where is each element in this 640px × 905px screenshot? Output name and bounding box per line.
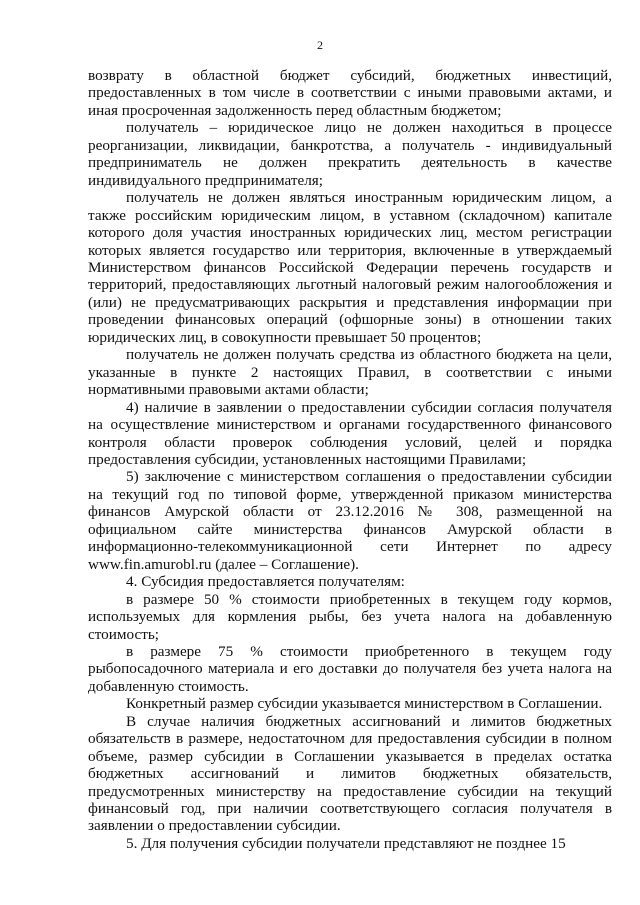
paragraph: получатель не должен получать средства из областного бюджета на цели, указанные в пункте 2 настоящих Правил, в соответствии с иными нормативными правовыми актами области; — [88, 346, 612, 399]
paragraph: получатель не должен являться иностранным юридическим лицом, а также российским юридическим лицом, в уставном (складочном) капитале которого доля участия иностранных юридических лиц, местом регистрации которых является государство или территория, включенные в утверждаемый Министерством финансов Российской Федерации перечень государств и территорий, предоставляющих льготный налоговый режим налогообложения и (или) не предусматривающих раскрытия и представления информации при проведении финансовых операций (офшорные зоны) в отношении таких юридических лиц, в совокупности превышает 50 процентов; — [88, 189, 612, 346]
paragraph: в размере 75 % стоимости приобретенного в текущем году рыбопосадочного материала и его доставки до получателя без учета налога на добавленную стоимость. — [88, 642, 612, 695]
page-number: 2 — [317, 38, 323, 52]
paragraph: 4. Субсидия предоставляется получателям: — [126, 573, 405, 591]
paragraph: В случае наличия бюджетных ассигнований и лимитов бюджетных обязательств в размере, недостаточном для предоставления субсидии в полном объеме, размер субсидии в Соглашении указывается в пределах остатка бюджетных ассигнований и лимитов бюджетных обязательств, предусмотренных министерству на предоставление субсидии на текущий финансовый год, при наличии соответствующего согласия получателя в заявлении о предоставлении субсидии. — [88, 712, 612, 835]
paragraph: возврату в областной бюджет субсидий, бюджетных инвестиций, предоставленных в том числе в соответствии с иными правовыми актами, и иная просроченная задолженность перед областным бюджетом; — [88, 67, 612, 119]
paragraph: 5) заключение с министерством соглашения о предоставлении субсидии на текущий год по типовой форме, утвержденной приказом министерства финансов Амурской области от 23.12.2016 № 308, размещенной на официальном сайте министерства финансов Амурской области в информационно-телекоммуникационной сети Интернет по адресу www.fin.amurobl.ru (далее – Соглашение). — [88, 468, 612, 573]
document-body — [88, 67, 612, 852]
paragraph: 4) наличие в заявлении о предоставлении субсидии согласия получателя на осуществление министерством и органами государственного финансового контроля области проверок соблюдения условий, целей и порядка предоставления субсидии, установленных настоящими Правилами; — [88, 398, 612, 468]
paragraph: 5. Для получения субсидии получатели представляют не позднее 15 — [126, 834, 566, 852]
paragraph: получатель – юридическое лицо не должен находиться в процессе реорганизации, ликвидации, банкротства, а получатель - индивидуальный предприниматель не должен прекратить деятельность в качестве индивидуального предпринимателя; — [88, 119, 612, 189]
paragraph: в размере 50 % стоимости приобретенных в текущем году кормов, используемых для кормления рыбы, без учета налога на добавленную стоимость; — [88, 590, 612, 643]
paragraph: Конкретный размер субсидии указывается министерством в Соглашении. — [126, 695, 603, 713]
